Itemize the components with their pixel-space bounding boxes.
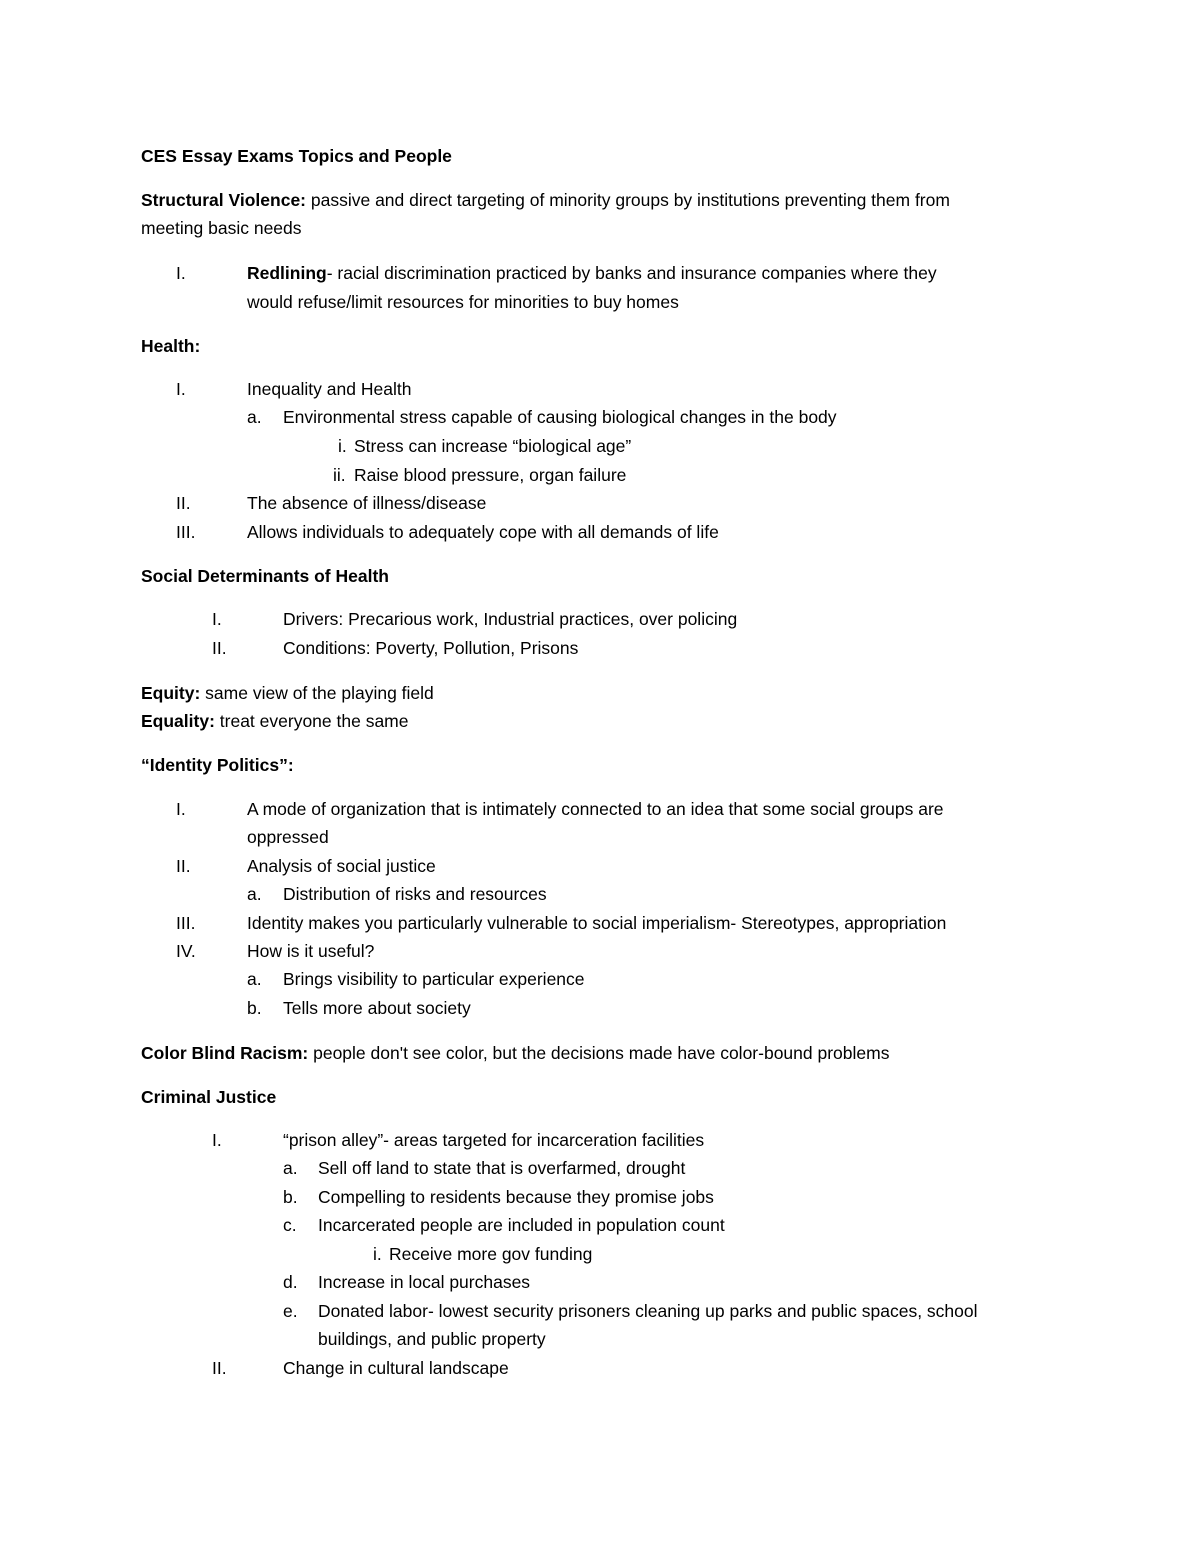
list-number: III. bbox=[176, 522, 196, 542]
color-blind-racism-definition bbox=[141, 1042, 889, 1064]
list-number: I. bbox=[176, 799, 186, 819]
list-number: c. bbox=[283, 1215, 297, 1235]
list-item-continued: buildings, and public property bbox=[318, 1329, 546, 1349]
list-number: d. bbox=[283, 1272, 298, 1292]
list-number: b. bbox=[283, 1187, 298, 1207]
structural-violence-def-line1: passive and direct targeting of minority groups by institutions preventing them from bbox=[306, 190, 950, 210]
equality-term: Equality: bbox=[141, 711, 215, 731]
list-item: Environmental stress capable of causing biological changes in the body bbox=[283, 407, 837, 427]
list-item: Conditions: Poverty, Pollution, Prisons bbox=[283, 638, 579, 658]
list-item: Increase in local purchases bbox=[318, 1272, 531, 1292]
social-determinants-heading: Social Determinants of Health bbox=[141, 566, 389, 586]
list-item: Donated labor- lowest security prisoners cleaning up parks and public spaces, school bbox=[318, 1301, 978, 1321]
list-item: Change in cultural landscape bbox=[283, 1358, 509, 1378]
list-number: a. bbox=[247, 407, 262, 427]
equity-term: Equity: bbox=[141, 683, 201, 703]
list-number: I. bbox=[176, 263, 186, 283]
list-item: Incarcerated people are included in population count bbox=[318, 1215, 725, 1235]
list-item: Analysis of social justice bbox=[247, 856, 436, 876]
color-blind-racism-def: people don't see color, but the decisions made have color-bound problems bbox=[308, 1043, 890, 1063]
redlining-term: Redlining bbox=[247, 263, 327, 283]
list-number: I. bbox=[212, 1130, 222, 1150]
list-number: a. bbox=[247, 969, 262, 989]
list-item: Tells more about society bbox=[283, 998, 471, 1018]
equity-definition bbox=[141, 682, 434, 704]
identity-politics-heading: “Identity Politics”: bbox=[141, 755, 294, 775]
list-item: How is it useful? bbox=[247, 941, 375, 961]
list-number: i. bbox=[338, 436, 347, 456]
list-item-continued: oppressed bbox=[247, 827, 329, 847]
list-number: a. bbox=[283, 1158, 298, 1178]
list-number: II. bbox=[176, 493, 191, 513]
list-item: Identity makes you particularly vulnerable to social imperialism- Stereotypes, appropriation bbox=[247, 913, 947, 933]
redlining-item bbox=[247, 262, 937, 284]
list-number: III. bbox=[176, 913, 196, 933]
structural-violence-def-line2: meeting basic needs bbox=[141, 218, 302, 238]
list-item: Allows individuals to adequately cope with all demands of life bbox=[247, 522, 719, 542]
list-item: Drivers: Precarious work, Industrial practices, over policing bbox=[283, 609, 738, 629]
list-item: Raise blood pressure, organ failure bbox=[354, 465, 627, 485]
health-heading: Health: bbox=[141, 336, 201, 356]
redlining-line2: would refuse/limit resources for minorities to buy homes bbox=[247, 292, 679, 312]
structural-violence-definition bbox=[141, 189, 950, 211]
list-item: Sell off land to state that is overfarmed, drought bbox=[318, 1158, 686, 1178]
list-number: IV. bbox=[176, 941, 196, 961]
list-number: II. bbox=[212, 638, 227, 658]
list-item: Receive more gov funding bbox=[389, 1244, 593, 1264]
list-number: i. bbox=[373, 1244, 382, 1264]
redlining-line1: - racial discrimination practiced by banks and insurance companies where they bbox=[326, 263, 937, 283]
list-number: a. bbox=[247, 884, 262, 904]
list-item: A mode of organization that is intimately connected to an idea that some social groups are bbox=[247, 799, 944, 819]
list-number: b. bbox=[247, 998, 262, 1018]
list-item: Inequality and Health bbox=[247, 379, 412, 399]
list-number: II. bbox=[176, 856, 191, 876]
list-number: e. bbox=[283, 1301, 298, 1321]
list-item: The absence of illness/disease bbox=[247, 493, 487, 513]
equality-definition bbox=[141, 710, 408, 732]
list-item: Distribution of risks and resources bbox=[283, 884, 547, 904]
list-number: I. bbox=[176, 379, 186, 399]
structural-violence-term: Structural Violence: bbox=[141, 190, 307, 210]
list-item: Brings visibility to particular experience bbox=[283, 969, 585, 989]
color-blind-racism-term: Color Blind Racism: bbox=[141, 1043, 309, 1063]
criminal-justice-heading: Criminal Justice bbox=[141, 1087, 277, 1107]
document-title: CES Essay Exams Topics and People bbox=[141, 146, 452, 166]
list-number: II. bbox=[212, 1358, 227, 1378]
equity-def: same view of the playing field bbox=[200, 683, 434, 703]
list-item: Stress can increase “biological age” bbox=[354, 436, 632, 456]
list-number: I. bbox=[212, 609, 222, 629]
list-item: Compelling to residents because they promise jobs bbox=[318, 1187, 714, 1207]
list-item: “prison alley”- areas targeted for incarceration facilities bbox=[283, 1130, 705, 1150]
list-number: ii. bbox=[333, 465, 346, 485]
equality-def: treat everyone the same bbox=[214, 711, 409, 731]
